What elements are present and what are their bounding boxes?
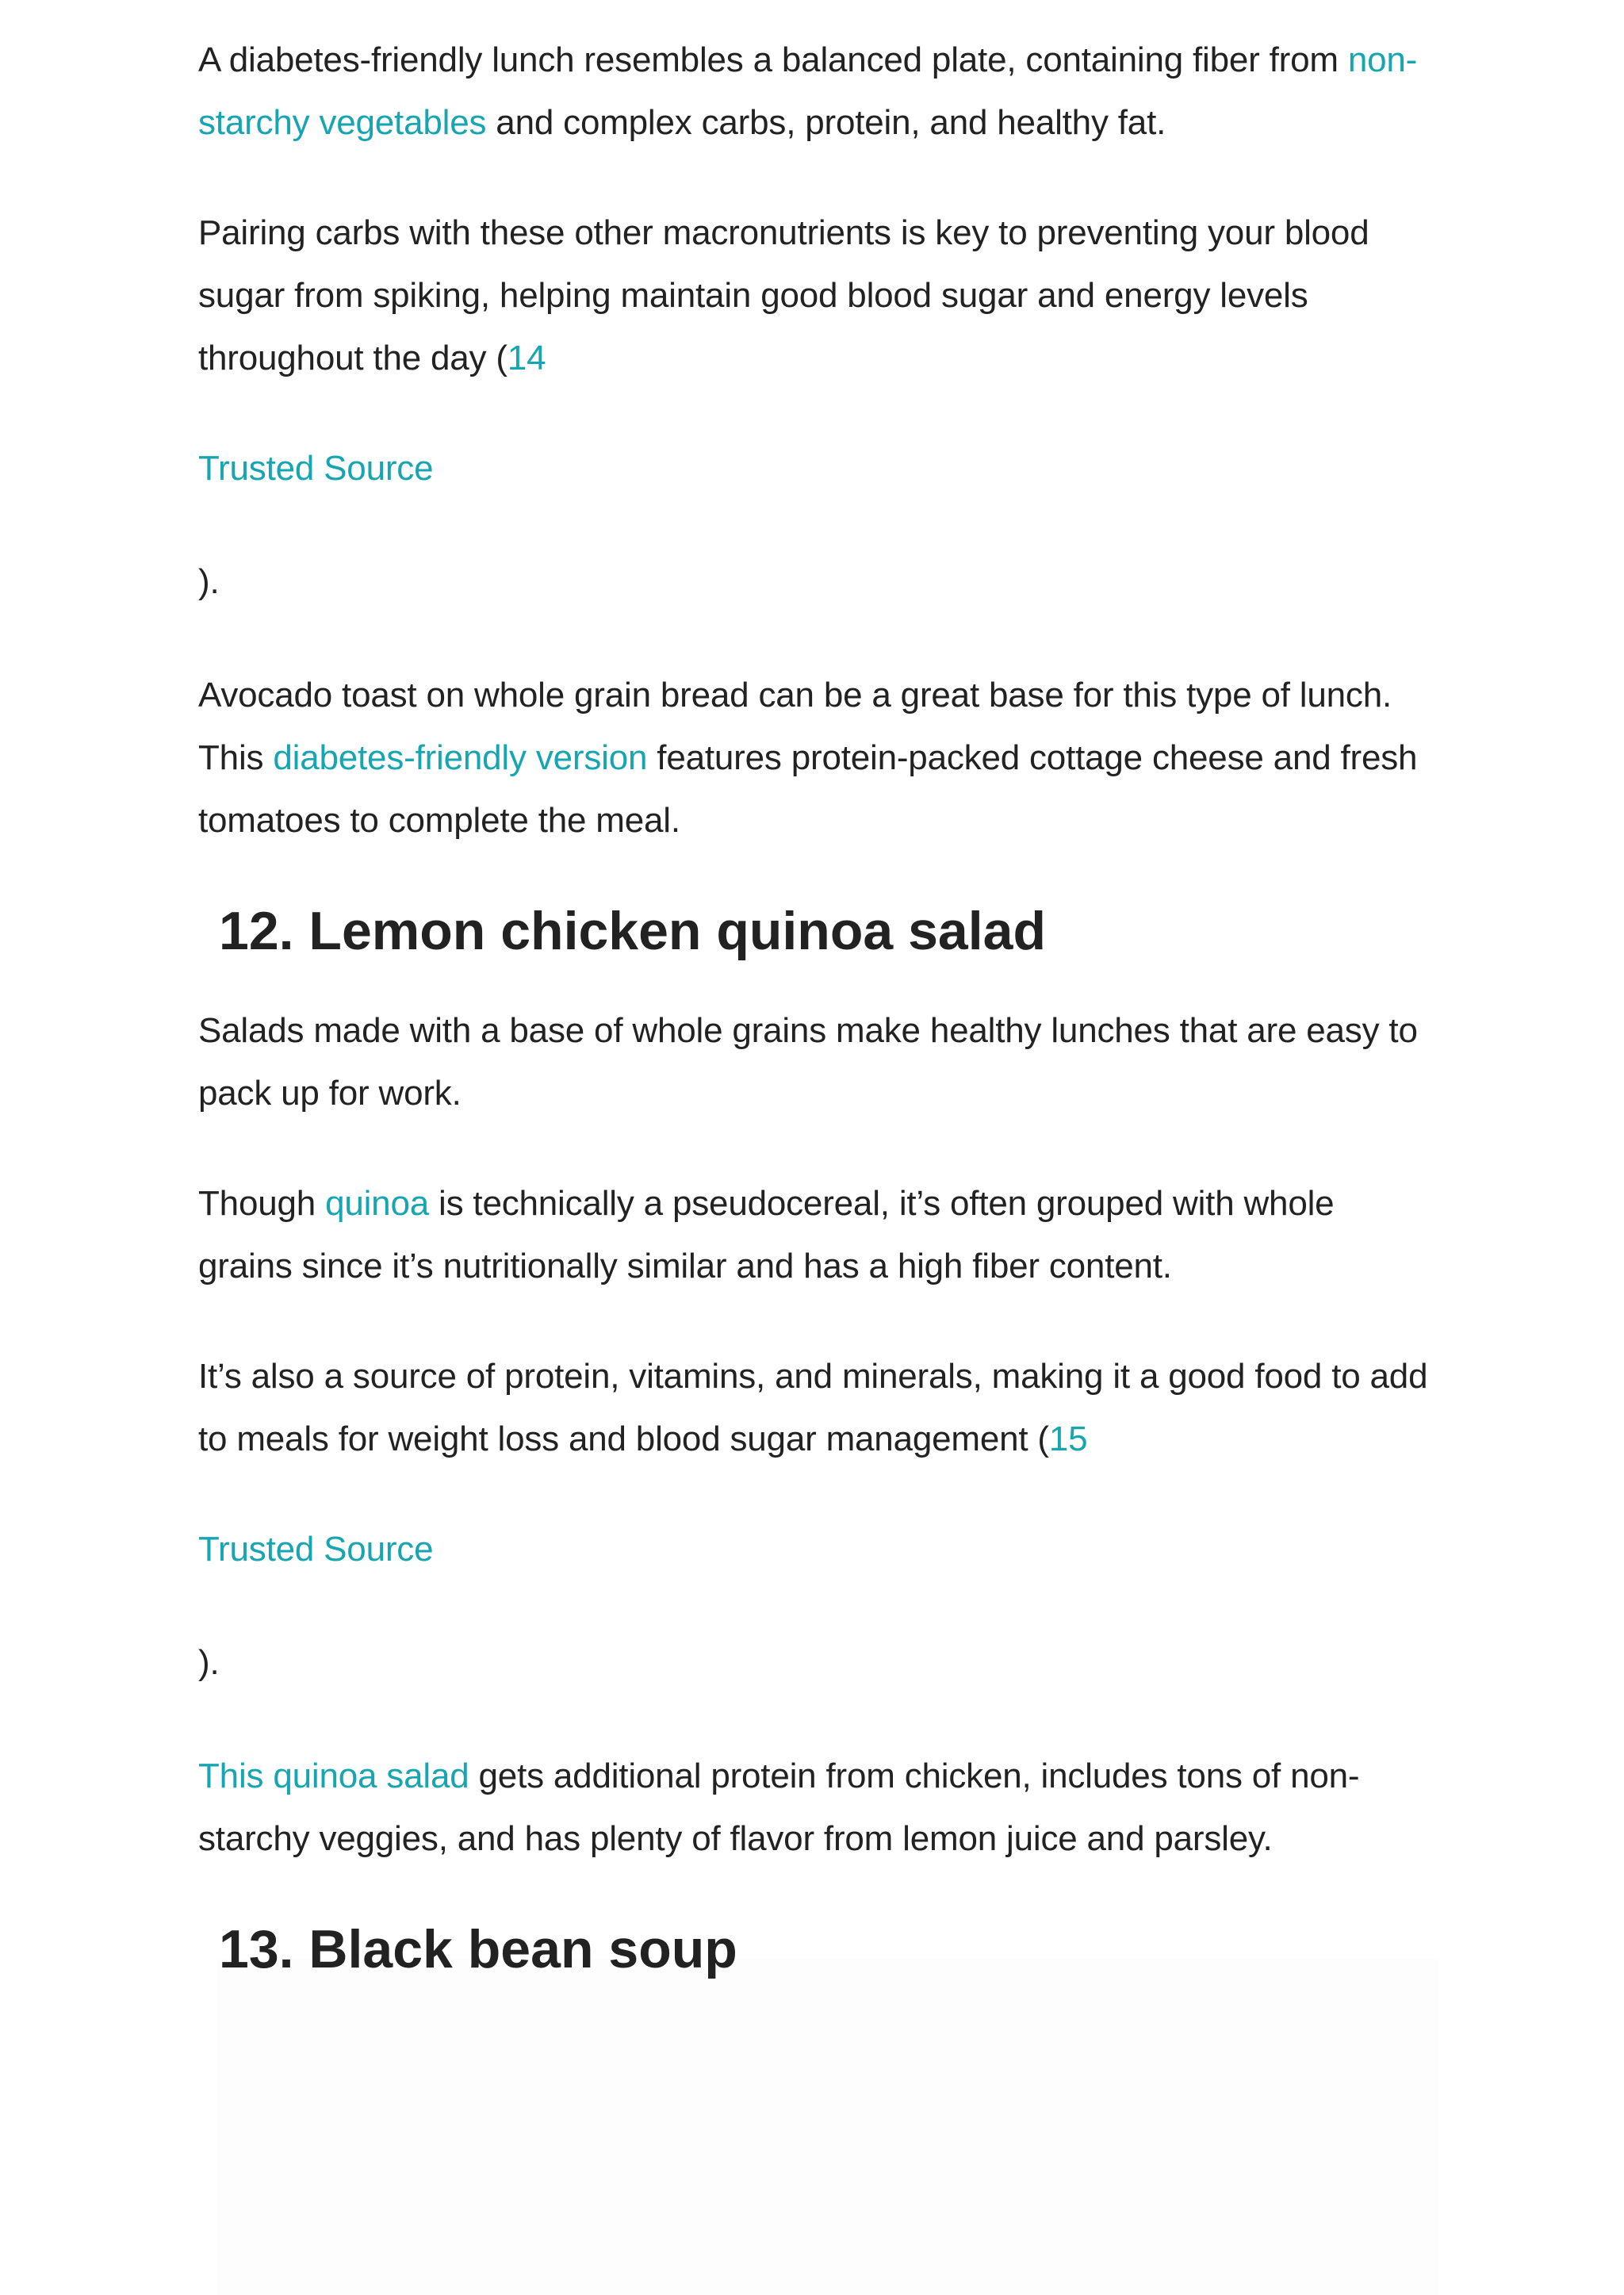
paragraph-avocado-toast: Avocado toast on whole grain bread can be a great base for this type of lunch. This diabetes-friendly version features protein-packed cottage cheese and fresh tomatoes to complete the meal.: [198, 676, 1418, 840]
trusted-source-paragraph: [198, 437, 1435, 500]
trusted-source-link[interactable]: Trusted Source: [198, 449, 434, 488]
citation-link-14[interactable]: 14: [507, 339, 546, 377]
link-this-quinoa-salad[interactable]: This quinoa salad: [198, 1757, 469, 1795]
paragraph-pairing-carbs: Pairing carbs with these other macronutrients is key to preventing your blood sugar from spiking, helping maintain good blood sugar and energy levels throughout the day (14: [198, 213, 1369, 377]
paragraph-whole-grain-salads: Salads made with a base of whole grains make healthy lunches that are easy to pack up for work.: [198, 1011, 1418, 1113]
paragraph-quinoa-salad: This quinoa salad gets additional protein from chicken, includes tons of non-starchy veggies, and has plenty of flavor from lemon juice and parsley.: [198, 1757, 1360, 1858]
heading-lemon-chicken-quinoa-salad: 12. Lemon chicken quinoa salad: [219, 901, 1046, 961]
trusted-source-link[interactable]: Trusted Source: [198, 1530, 434, 1569]
citation-close: ).: [198, 1643, 220, 1682]
paragraph-protein-source: It’s also a source of protein, vitamins, and minerals, making it a good food to add to meals for weight loss and blood sugar management (15: [198, 1357, 1428, 1458]
citation-close: ).: [198, 562, 220, 601]
link-quinoa[interactable]: quinoa: [325, 1184, 429, 1223]
trusted-source-paragraph: [198, 1518, 1435, 1580]
article-body: [198, 29, 1435, 2017]
heading-black-bean-soup: 13. Black bean soup: [219, 1919, 737, 1979]
link-diabetes-friendly-version[interactable]: diabetes-friendly version: [273, 738, 648, 777]
citation-link-15[interactable]: 15: [1048, 1420, 1088, 1458]
paragraph-balanced-plate: A diabetes-friendly lunch resembles a balanced plate, containing fiber from non-starchy vegetables and complex carbs, protein, and healthy fat.: [198, 40, 1418, 142]
link-non-starchy-vegetables[interactable]: non-starchy vegetables: [198, 40, 1418, 142]
paragraph-quinoa: Though quinoa is technically a pseudocereal, it’s often grouped with whole grains since it’s nutritionally similar and has a high fiber content.: [198, 1184, 1335, 1285]
